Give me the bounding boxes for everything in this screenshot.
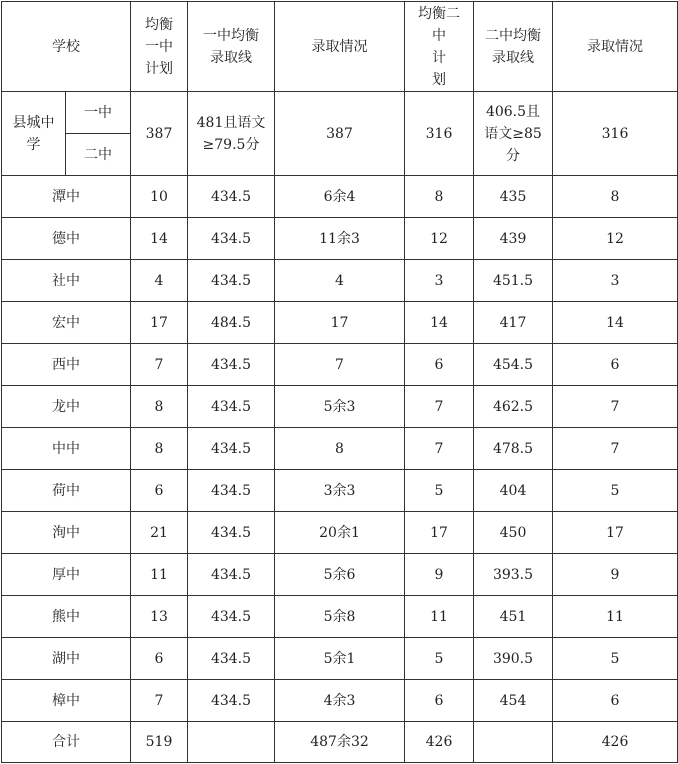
plan1-cell: 6 [131, 638, 188, 680]
line1-cell: 434.5 [188, 344, 275, 386]
result2-cell: 7 [553, 428, 678, 470]
result2-cell: 11 [553, 596, 678, 638]
result1-cell: 5余8 [275, 596, 405, 638]
school-name-cell: 西中 [2, 344, 131, 386]
line1-cell: 434.5 [188, 680, 275, 722]
plan2-cell: 8 [405, 176, 474, 218]
line2-cell: 435 [474, 176, 553, 218]
line2-cell: 454.5 [474, 344, 553, 386]
line2-cell: 450 [474, 512, 553, 554]
plan2-cell: 14 [405, 302, 474, 344]
county-school-name: 县城中 学 [2, 92, 66, 176]
table-row [2, 638, 678, 680]
table-row [2, 512, 678, 554]
table-row [2, 302, 678, 344]
county-plan1: 387 [131, 92, 188, 176]
line2-cell: 454 [474, 680, 553, 722]
plan2-cell: 12 [405, 218, 474, 260]
line2-cell [474, 722, 553, 763]
result1-cell: 3余3 [275, 470, 405, 512]
line2-cell: 478.5 [474, 428, 553, 470]
plan1-cell: 6 [131, 470, 188, 512]
school-name-cell: 荷中 [2, 470, 131, 512]
table-row [2, 722, 678, 763]
plan1-cell: 14 [131, 218, 188, 260]
result1-cell: 4余3 [275, 680, 405, 722]
plan1-cell: 7 [131, 344, 188, 386]
school-name-cell: 熊中 [2, 596, 131, 638]
table-row [2, 176, 678, 218]
school-name-cell: 洵中 [2, 512, 131, 554]
result1-cell: 4 [275, 260, 405, 302]
result1-cell: 7 [275, 344, 405, 386]
result1-cell: 5余1 [275, 638, 405, 680]
result2-cell: 6 [553, 344, 678, 386]
result2-cell: 14 [553, 302, 678, 344]
result2-cell: 7 [553, 386, 678, 428]
school-name-cell: 厚中 [2, 554, 131, 596]
line2-cell: 404 [474, 470, 553, 512]
result1-cell: 5余3 [275, 386, 405, 428]
county-line1: 481且语文 ≥79.5分 [188, 92, 275, 176]
line2-cell: 451 [474, 596, 553, 638]
plan1-cell: 8 [131, 386, 188, 428]
county-line2: 406.5且 语文≥85 分 [474, 92, 553, 176]
line1-cell: 434.5 [188, 428, 275, 470]
table-row [2, 260, 678, 302]
result2-cell: 17 [553, 512, 678, 554]
table-row [2, 218, 678, 260]
result2-cell: 6 [553, 680, 678, 722]
plan2-cell: 5 [405, 638, 474, 680]
line2-cell: 451.5 [474, 260, 553, 302]
school-name-cell: 德中 [2, 218, 131, 260]
school-name-cell: 湖中 [2, 638, 131, 680]
header-row [2, 2, 678, 92]
header-result1: 录取情况 [275, 2, 405, 92]
plan2-cell: 17 [405, 512, 474, 554]
plan2-cell: 5 [405, 470, 474, 512]
table-row [2, 596, 678, 638]
school-name-cell: 社中 [2, 260, 131, 302]
county-result2: 316 [553, 92, 678, 176]
line1-cell: 434.5 [188, 596, 275, 638]
line2-cell: 390.5 [474, 638, 553, 680]
result2-cell: 3 [553, 260, 678, 302]
line1-cell: 434.5 [188, 386, 275, 428]
result2-cell: 12 [553, 218, 678, 260]
header-plan2: 均衡二 中 计 划 [405, 2, 474, 92]
result1-cell: 17 [275, 302, 405, 344]
result2-cell: 5 [553, 638, 678, 680]
line1-cell: 434.5 [188, 512, 275, 554]
plan2-cell: 11 [405, 596, 474, 638]
line1-cell: 434.5 [188, 554, 275, 596]
result2-cell: 426 [553, 722, 678, 763]
plan1-cell: 11 [131, 554, 188, 596]
line1-cell: 434.5 [188, 638, 275, 680]
table-row [2, 386, 678, 428]
county-plan2: 316 [405, 92, 474, 176]
plan1-cell: 10 [131, 176, 188, 218]
line1-cell: 484.5 [188, 302, 275, 344]
line1-cell: 434.5 [188, 260, 275, 302]
plan1-cell: 21 [131, 512, 188, 554]
line2-cell: 417 [474, 302, 553, 344]
header-line2: 二中均衡 录取线 [474, 2, 553, 92]
header-plan1: 均衡 一中 计划 [131, 2, 188, 92]
result2-cell: 8 [553, 176, 678, 218]
plan1-cell: 4 [131, 260, 188, 302]
plan1-cell: 13 [131, 596, 188, 638]
county-row [2, 92, 678, 134]
plan2-cell: 6 [405, 344, 474, 386]
plan2-cell: 7 [405, 428, 474, 470]
result2-cell: 9 [553, 554, 678, 596]
plan1-cell: 7 [131, 680, 188, 722]
school-name-cell: 龙中 [2, 386, 131, 428]
result1-cell: 487余32 [275, 722, 405, 763]
table-row [2, 554, 678, 596]
school-name-cell: 宏中 [2, 302, 131, 344]
plan2-cell: 3 [405, 260, 474, 302]
school-name-cell: 樟中 [2, 680, 131, 722]
line2-cell: 393.5 [474, 554, 553, 596]
school-name-cell: 中中 [2, 428, 131, 470]
header-school: 学校 [2, 2, 131, 92]
table-row [2, 428, 678, 470]
result1-cell: 20余1 [275, 512, 405, 554]
line1-cell: 434.5 [188, 176, 275, 218]
result1-cell: 11余3 [275, 218, 405, 260]
county-result1: 387 [275, 92, 405, 176]
header-result2: 录取情况 [553, 2, 678, 92]
plan2-cell: 426 [405, 722, 474, 763]
plan2-cell: 9 [405, 554, 474, 596]
line1-cell: 434.5 [188, 218, 275, 260]
line1-cell: 434.5 [188, 470, 275, 512]
result1-cell: 8 [275, 428, 405, 470]
result1-cell: 6余4 [275, 176, 405, 218]
county-sub-yizhong: 一中 [66, 92, 131, 134]
school-name-cell: 合计 [2, 722, 131, 763]
table-row [2, 344, 678, 386]
plan1-cell: 519 [131, 722, 188, 763]
result2-cell: 5 [553, 470, 678, 512]
result1-cell: 5余6 [275, 554, 405, 596]
county-sub-erzhong: 二中 [66, 134, 131, 176]
line1-cell [188, 722, 275, 763]
plan1-cell: 8 [131, 428, 188, 470]
plan2-cell: 6 [405, 680, 474, 722]
line2-cell: 462.5 [474, 386, 553, 428]
plan2-cell: 7 [405, 386, 474, 428]
school-name-cell: 潭中 [2, 176, 131, 218]
plan1-cell: 17 [131, 302, 188, 344]
line2-cell: 439 [474, 218, 553, 260]
table-row [2, 680, 678, 722]
header-line1: 一中均衡 录取线 [188, 2, 275, 92]
table-row [2, 470, 678, 512]
admission-table [1, 1, 678, 763]
